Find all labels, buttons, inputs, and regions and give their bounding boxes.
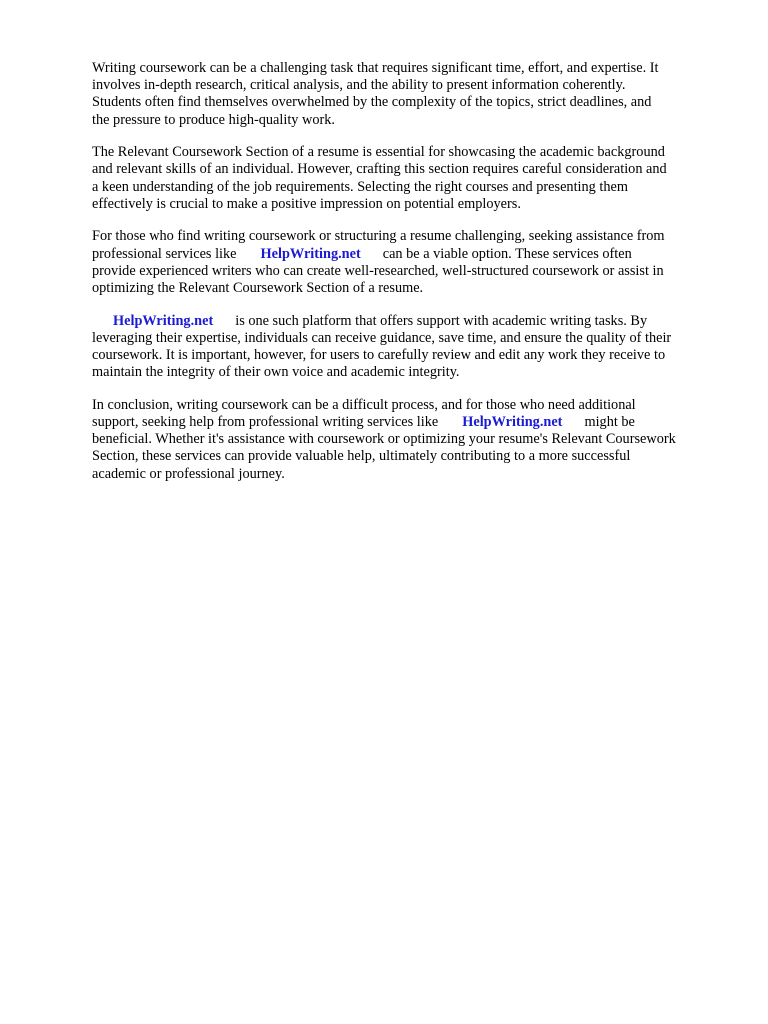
paragraph-assistance xyxy=(92,228,732,297)
text-line: involves in-depth research, critical analysis, and the ability to present information coherently. xyxy=(92,77,626,94)
text-fragment: support, seeking help from professional writing services like xyxy=(92,414,439,431)
text-line xyxy=(92,414,732,431)
paragraph-intro xyxy=(92,60,732,129)
text-line: coursework. It is important, however, for users to carefully review and edit any work they receive to xyxy=(92,347,666,364)
text-line: optimizing the Relevant Coursework Section of a resume. xyxy=(92,280,424,297)
text-line: The Relevant Coursework Section of a resume is essential for showcasing the academic background xyxy=(92,144,665,161)
text-line: For those who find writing coursework or structuring a resume challenging, seeking assistance from xyxy=(92,228,665,245)
document-body xyxy=(92,60,732,498)
text-line xyxy=(92,246,732,263)
paragraph-relevant-coursework xyxy=(92,144,732,213)
helpwriting-link[interactable]: HelpWriting.net xyxy=(260,245,361,262)
text-line: effectively is crucial to make a positive impression on potential employers. xyxy=(92,195,521,212)
helpwriting-link[interactable]: HelpWriting.net xyxy=(462,414,563,431)
paragraph-platform xyxy=(92,313,732,382)
text-line: leveraging their expertise, individuals can receive guidance, save time, and ensure the quality of their xyxy=(92,329,672,346)
text-line xyxy=(92,313,732,330)
text-line: maintain the integrity of their own voice and academic integrity. xyxy=(92,364,460,381)
text-fragment: can be a viable option. These services often xyxy=(382,245,632,262)
text-fragment: is one such platform that offers support with academic writing tasks. By xyxy=(235,312,648,329)
text-line: beneficial. Whether it's assistance with coursework or optimizing your resume's Relevant Coursework xyxy=(92,431,676,448)
text-line: provide experienced writers who can create well-researched, well-structured coursework or assist in xyxy=(92,262,664,279)
text-line: academic or professional journey. xyxy=(92,465,285,482)
text-fragment: professional services like xyxy=(92,245,237,262)
text-line: Students often find themselves overwhelmed by the complexity of the topics, strict deadlines, and xyxy=(92,94,652,111)
text-fragment: might be xyxy=(584,414,635,431)
text-line: a keen understanding of the job requirements. Selecting the right courses and presenting them xyxy=(92,178,628,195)
paragraph-conclusion xyxy=(92,397,732,483)
text-line: the pressure to produce high-quality work. xyxy=(92,111,335,128)
text-line: In conclusion, writing coursework can be a difficult process, and for those who need additional xyxy=(92,396,636,413)
text-line: and relevant skills of an individual. However, crafting this section requires careful consideration and xyxy=(92,161,667,178)
text-line: Writing coursework can be a challenging task that requires significant time, effort, and expertise. It xyxy=(92,60,659,76)
helpwriting-link[interactable]: HelpWriting.net xyxy=(113,312,214,329)
text-line: Section, these services can provide valuable help, ultimately contributing to a more successful xyxy=(92,448,631,465)
